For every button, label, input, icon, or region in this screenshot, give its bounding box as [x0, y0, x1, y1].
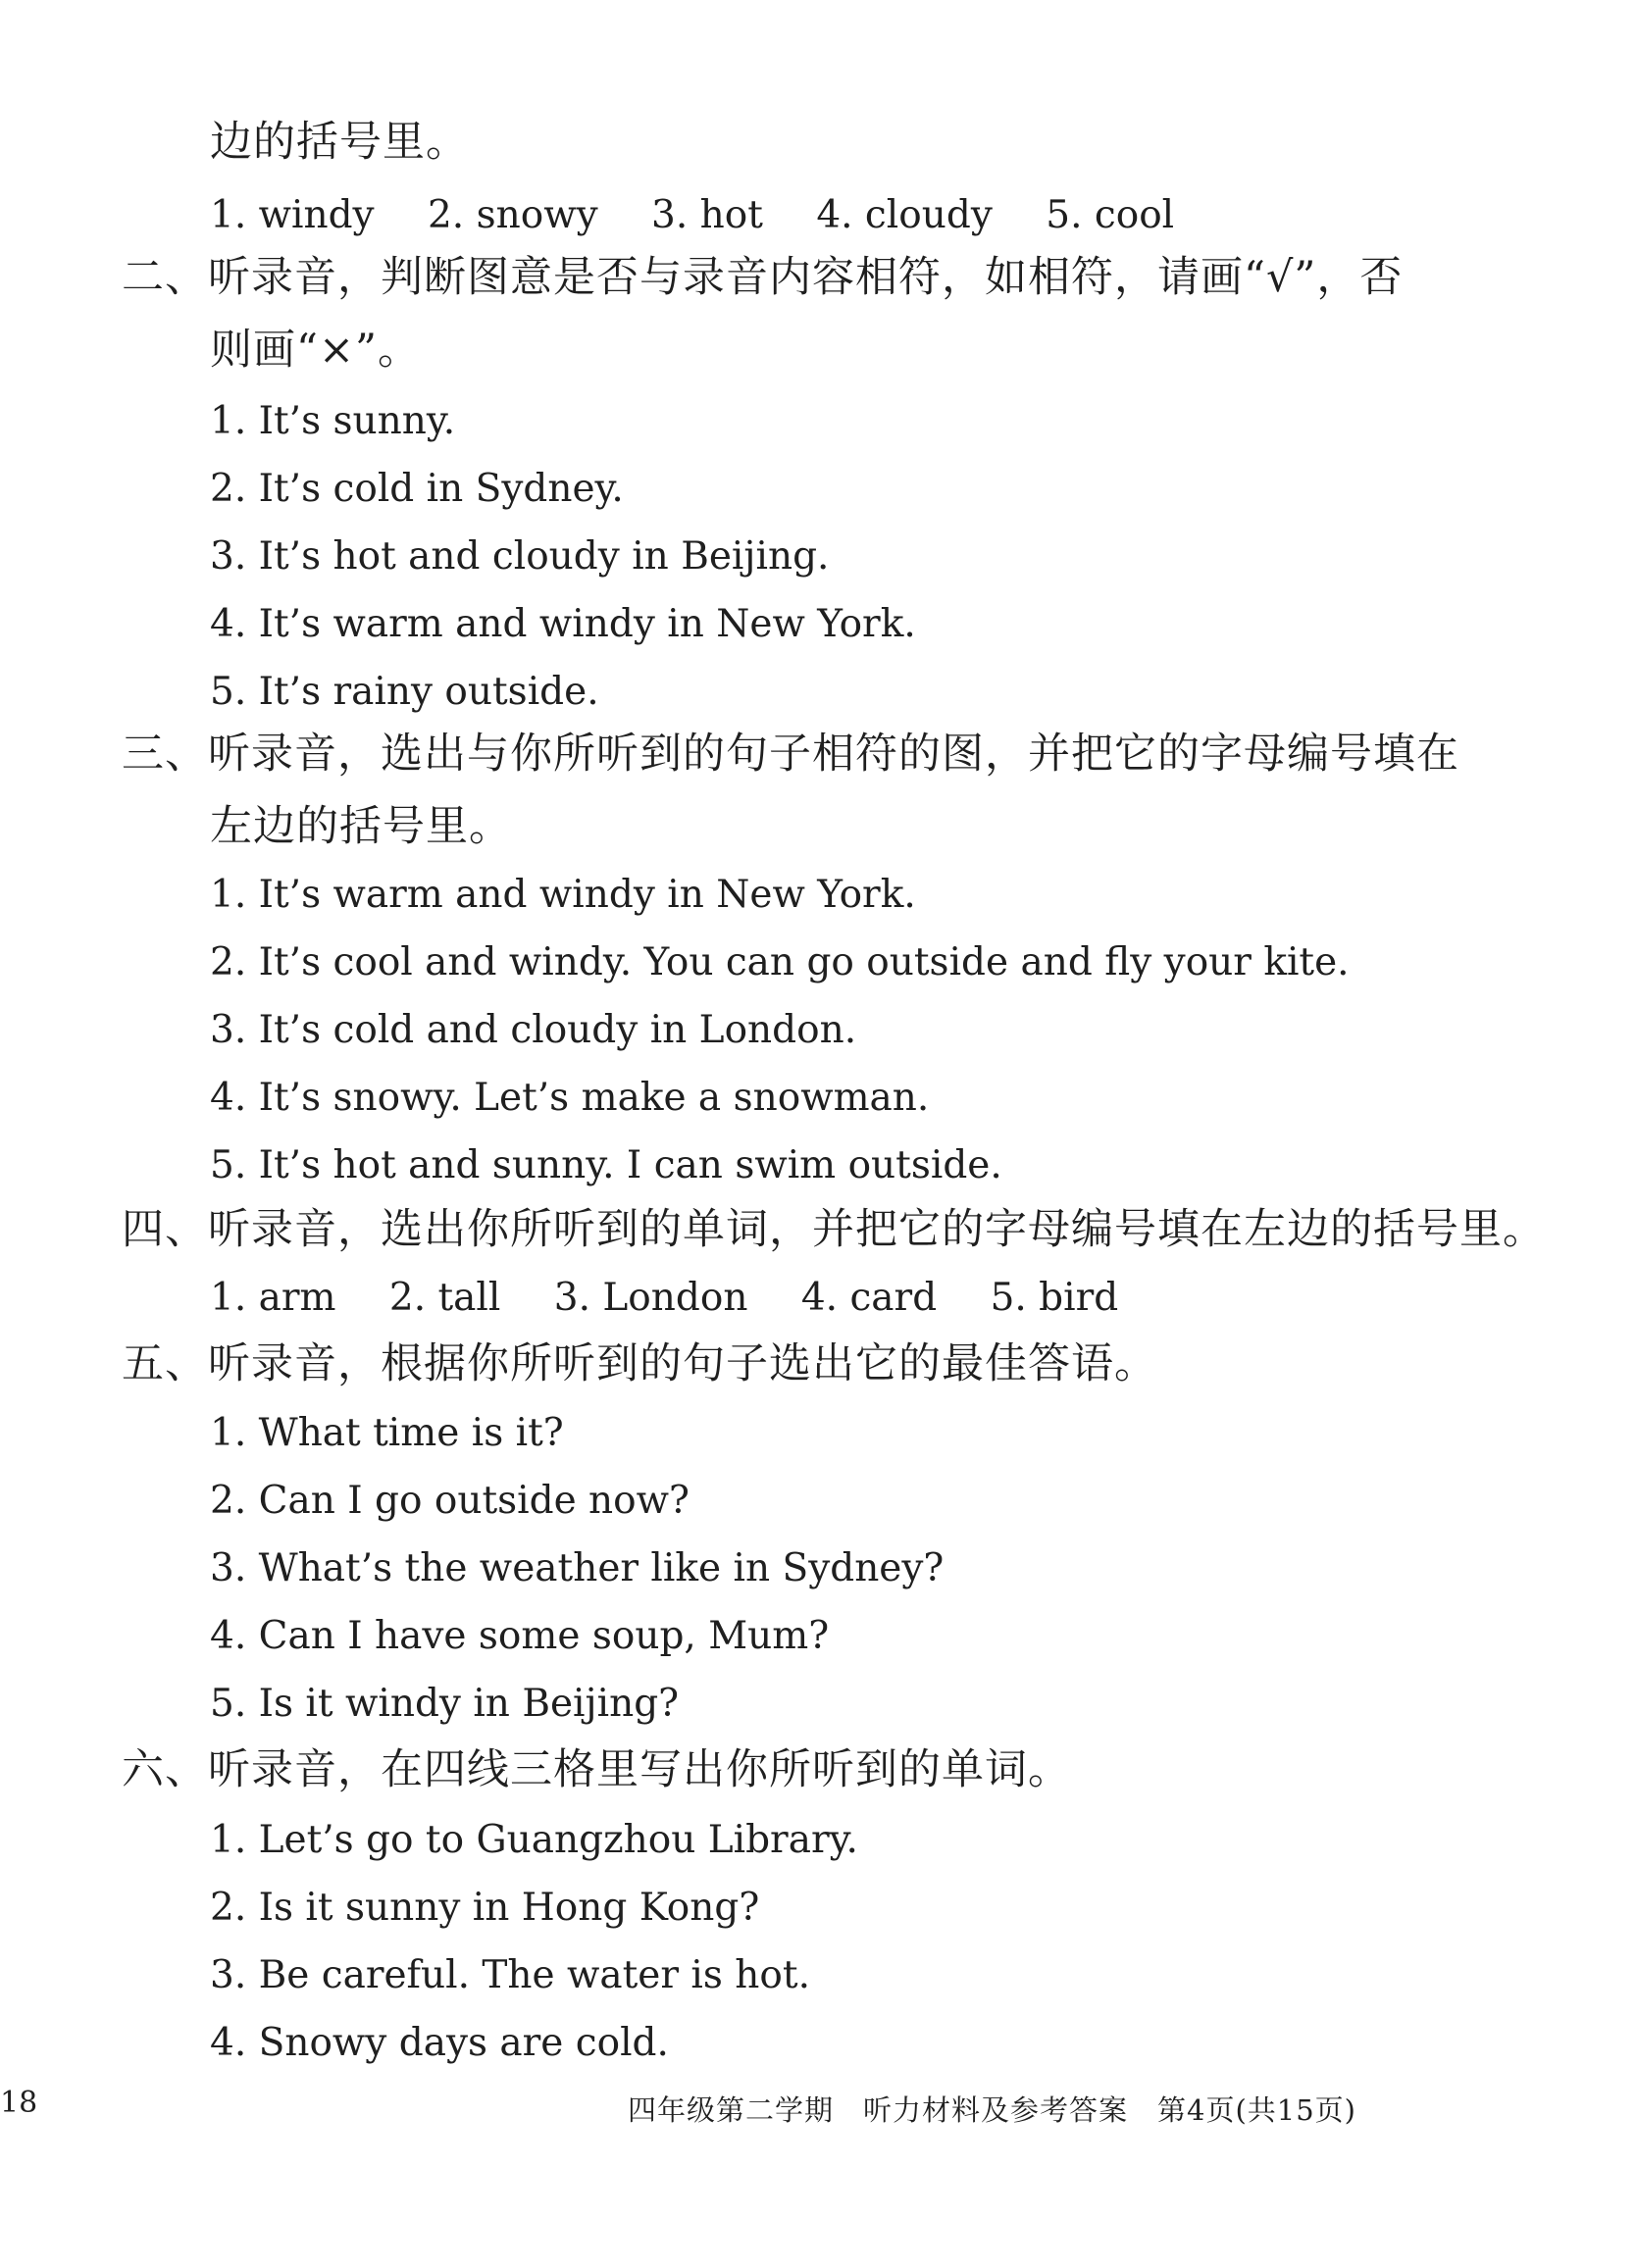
word-answer: 3. hot [651, 193, 763, 237]
section2-item: 3. It’s hot and cloudy in Beijing. [210, 534, 830, 579]
word-answer: 4. cloudy [816, 193, 993, 237]
section5-item: 3. What’s the weather like in Sydney? [210, 1546, 945, 1590]
section3-heading: 三、听录音，选出与你所听到的句子相符的图，并把它的字母编号填在 [122, 730, 1459, 779]
section5-item: 2. Can I go outside now? [210, 1479, 690, 1523]
section5-item: 4. Can I have some soup, Mum? [210, 1614, 830, 1658]
page-footer: 四年级第二学期 听力材料及参考答案 第4页(共15页) [628, 2093, 1356, 2127]
section5-heading: 五、听录音，根据你所听到的句子选出它的最佳答语。 [122, 1339, 1157, 1388]
word-answer: 2. snowy [427, 193, 598, 237]
word-answer: 5. bird [990, 1276, 1119, 1320]
page-number: 18 [0, 2086, 38, 2120]
section2-item: 2. It’s cold in Sydney. [210, 467, 624, 511]
section4-word-answers [210, 1276, 1159, 1320]
section3-item: 3. It’s cold and cloudy in London. [210, 1008, 857, 1052]
word-answer: 3. London [553, 1276, 748, 1320]
section2-item: 4. It’s warm and windy in New York. [210, 602, 916, 646]
section3-item: 1. It’s warm and windy in New York. [210, 873, 916, 917]
section2-item: 5. It’s rainy outside. [210, 670, 599, 714]
section6-heading: 六、听录音，在四线三格里写出你所听到的单词。 [122, 1745, 1071, 1794]
section3-item: 4. It’s snowy. Let’s make a snowman. [210, 1076, 930, 1120]
section5-item: 1. What time is it? [210, 1411, 564, 1455]
section2-heading-continuation: 则画“×”。 [210, 326, 421, 375]
word-answer: 4. card [800, 1276, 938, 1320]
section3-item: 5. It’s hot and sunny. I can swim outside. [210, 1143, 1002, 1187]
section1-word-answers [210, 193, 1215, 237]
section2-item: 1. It’s sunny. [210, 399, 456, 443]
section3-item: 2. It’s cool and windy. You can go outside and fly your kite. [210, 940, 1350, 984]
word-answer: 5. cool [1046, 193, 1175, 237]
word-answer: 2. tall [388, 1276, 501, 1320]
section5-item: 5. Is it windy in Beijing? [210, 1682, 680, 1726]
section4-heading: 四、听录音，选出你所听到的单词，并把它的字母编号填在左边的括号里。 [122, 1205, 1546, 1254]
section6-item: 2. Is it sunny in Hong Kong? [210, 1886, 760, 1930]
section6-item: 1. Let’s go to Guangzhou Library. [210, 1818, 858, 1862]
section6-item: 3. Be careful. The water is hot. [210, 1953, 810, 1997]
section1-continuation: 边的括号里。 [210, 118, 469, 167]
section3-heading-continuation: 左边的括号里。 [210, 802, 512, 851]
section6-item: 4. Snowy days are cold. [210, 2021, 669, 2065]
word-answer: 1. windy [210, 193, 375, 237]
word-answer: 1. arm [210, 1276, 336, 1320]
section2-heading: 二、听录音，判断图意是否与录音内容相符，如相符，请画“√”，否 [122, 253, 1404, 302]
